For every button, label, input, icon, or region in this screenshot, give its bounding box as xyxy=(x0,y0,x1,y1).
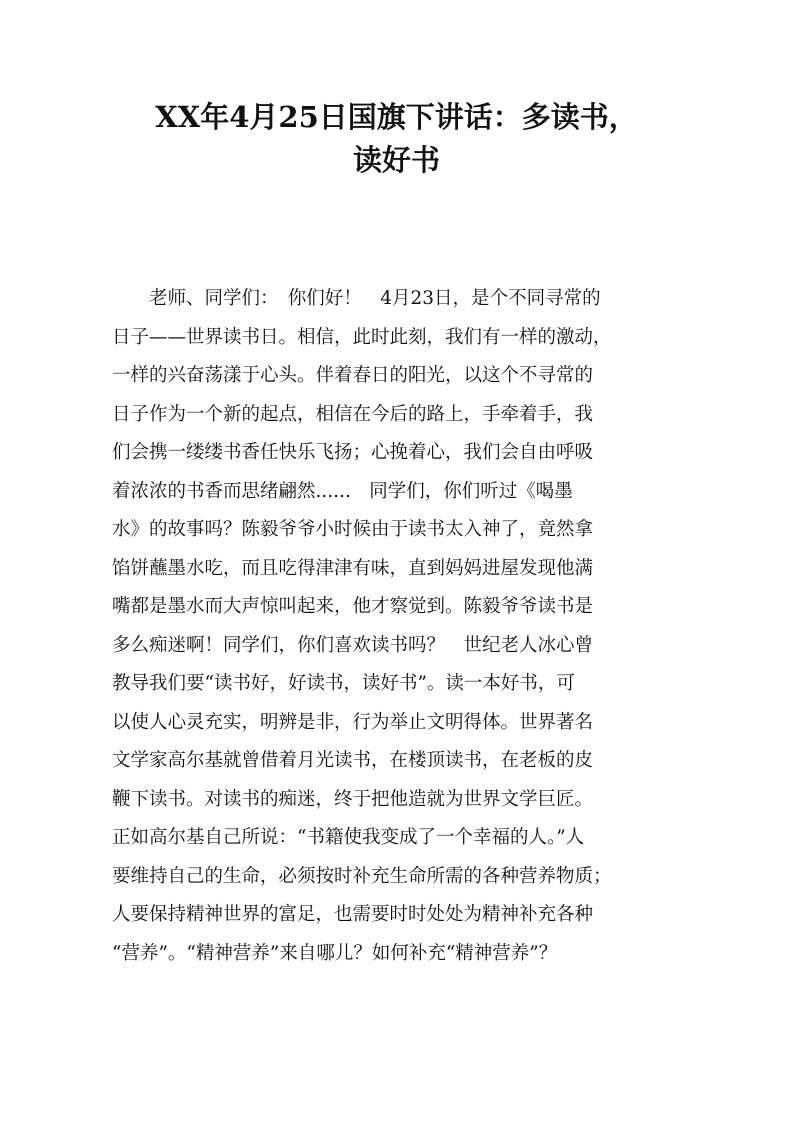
document-body xyxy=(112,280,680,973)
body-line: 正如高尔基自己所说：“书籍使我变成了一个幸福的人。”人 xyxy=(112,827,585,848)
document-title xyxy=(110,96,683,182)
title-line-2: 读好书 xyxy=(352,143,440,177)
body-line: 水》的故事吗？陈毅爷爷小时候由于读书太入神了，竟然拿 xyxy=(112,519,594,540)
body-line: 馅饼蘸墨水吃，而且吃得津津有味，直到妈妈进屋发现他满 xyxy=(112,557,594,579)
body-line: 教导我们要“读书好，好读书，读好书”。读一本好书，可 xyxy=(112,673,575,694)
body-line: 着浓浓的书香而思绪翩然...... 同学们，你们听过《喝墨 xyxy=(112,480,573,502)
body-line: 文学家高尔基就曾借着月光读书，在楼顶读书，在老板的皮 xyxy=(112,750,594,771)
body-line: 人要保持精神世界的富足，也需要时时处处为精神补充各种 xyxy=(112,904,594,925)
body-line: 日子——世界读书日。相信，此时此刻，我们有一样的激动， xyxy=(112,326,612,348)
body-line: 老师、同学们： 你们好！ 4月23日，是个不同寻常的 xyxy=(112,288,601,309)
body-line: 多么痴迷啊！同学们，你们喜欢读书吗？ 世纪老人冰心曾 xyxy=(112,634,594,656)
body-line: 日子作为一个新的起点，相信在今后的路上，手牵着手，我 xyxy=(112,403,594,425)
title-line-1: XX年4月25日国旗下讲话：多读书， xyxy=(155,100,638,134)
body-line: 以使人心灵充实，明辨是非，行为举止文明得体。世界著名 xyxy=(112,711,594,733)
body-line: “营养”。“精神营养”来自哪儿？如何补充“精神营养”？ xyxy=(112,942,558,964)
body-line: 要维持自己的生命，必须按时补充生命所需的各种营养物质； xyxy=(112,865,612,887)
body-line: 们会携一缕缕书香任快乐飞扬；心挽着心，我们会自由呼吸 xyxy=(112,442,594,463)
body-line: 鞭下读书。对读书的痴迷，终于把他造就为世界文学巨匠。 xyxy=(112,788,594,810)
body-line: 嘴都是墨水而大声惊叫起来，他才察觉到。陈毅爷爷读书是 xyxy=(112,596,594,617)
body-line: 一样的兴奋荡漾于心头。伴着春日的阳光，以这个不寻常的 xyxy=(112,365,594,386)
